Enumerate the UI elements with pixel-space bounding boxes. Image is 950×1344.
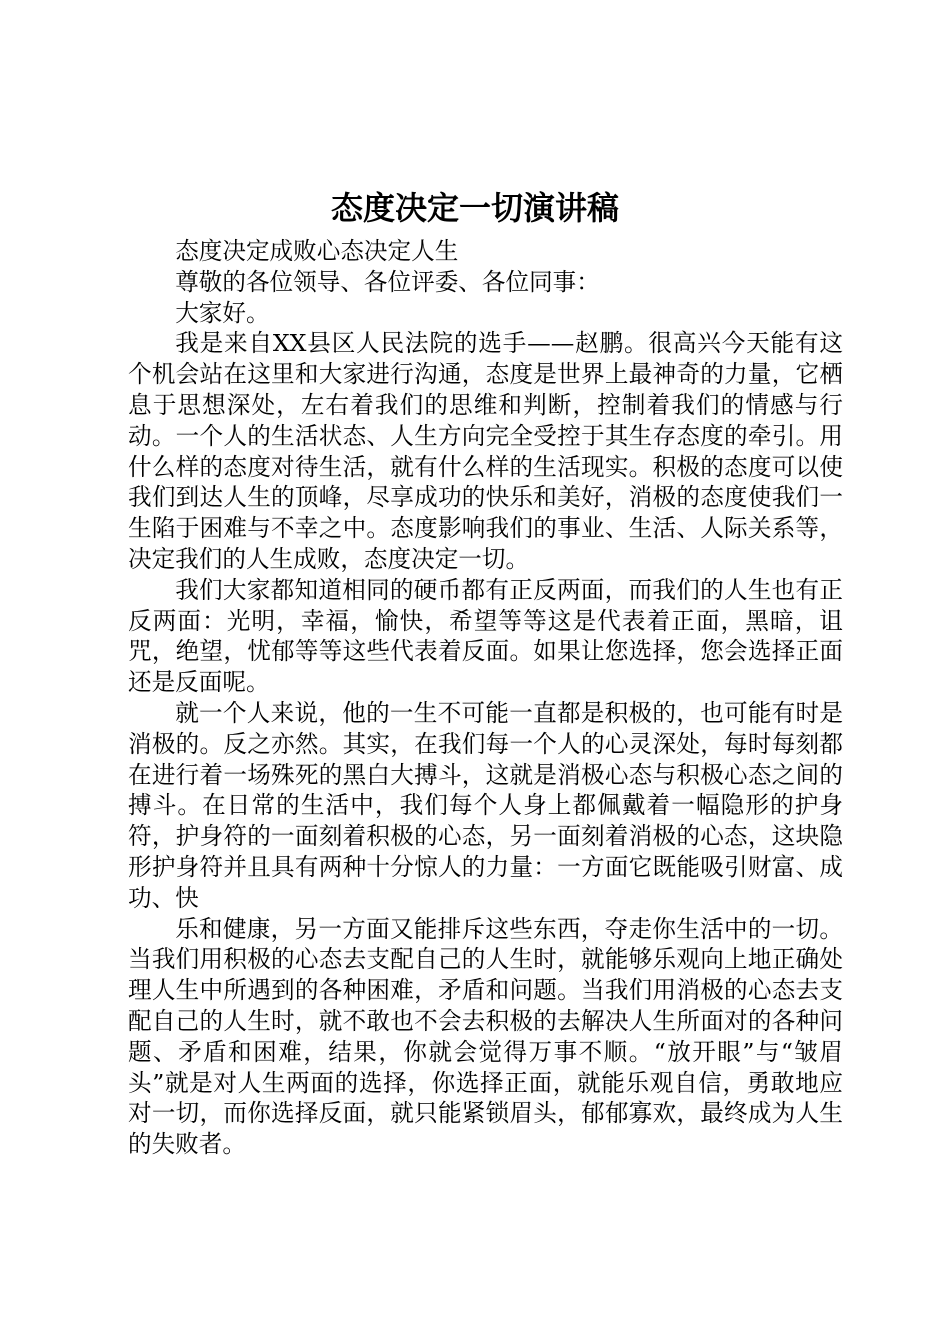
subtitle-paragraph: 态度决定成败心态决定人生 <box>175 237 459 265</box>
document-body <box>128 236 843 1160</box>
greeting-paragraph: 大家好。 <box>175 298 270 327</box>
body-paragraph: 我是来自XX县区人民法院的选手——赵鹏。很高兴今天能有这个机会站在这里和大家进行沟通，态度是世界上最神奇的力量，它栖息于思想深处，左右着我们的思维和判断，控制着我们的情感与行动。一个人的生活状态、人生方向完全受控于其生存态度的牵引。用什么样的态度对待生活，就有什么样的生活现实。积极的态度可以使我们到达人生的顶峰，尽享成功的快乐和美好，消极的态度使我们一生陷于困难与不幸之中。态度影响我们的事业、生活、人际关系等，决定我们的人生成败，态度决定一切。 <box>128 329 843 573</box>
body-paragraph: 我们大家都知道相同的硬币都有正反两面，而我们的人生也有正反两面：光明，幸福，愉快，希望等等这是代表着正面，黑暗，诅咒，绝望，忧郁等等这些代表着反面。如果让您选择，您会选择正面还是反面呢。 <box>128 575 843 697</box>
salutation-paragraph: 尊敬的各位领导、各位评委、各位同事： <box>175 267 600 296</box>
document-title: 态度决定一切演讲稿 <box>330 189 619 227</box>
body-paragraph: 就一个人来说，他的一生不可能一直都是积极的，也可能有时是消极的。反之亦然。其实，在我们每一个人的心灵深处，每时每刻都在进行着一场殊死的黑白大搏斗，这就是消极心态与积极心态之间的搏斗。在日常的生活中，我们每个人身上都佩戴着一幅隐形的护身符，护身符的一面刻着积极的心态，另一面刻着消极的心态，这块隐形护身符并且具有两种十分惊人的力量：一方面它既能吸引财富、成功、快 <box>128 698 843 912</box>
body-paragraph: 乐和健康，另一方面又能排斥这些东西，夺走你生活中的一切。当我们用积极的心态去支配自己的人生时，就能够乐观向上地正确处理人生中所遇到的各种困难，矛盾和问题。当我们用消极的心态去支配自己的人生时，就不敢也不会去积极的去解决人生所面对的各种问题、矛盾和困难，结果，你就会觉得万事不顺。“放开眼”与“皱眉头”就是对人生两面的选择，你选择正面，就能乐观自信，勇敢地应对一切，而你选择反面，就只能紧锁眉头，郁郁寡欢，最终成为人生的失败者。 <box>128 914 843 1159</box>
